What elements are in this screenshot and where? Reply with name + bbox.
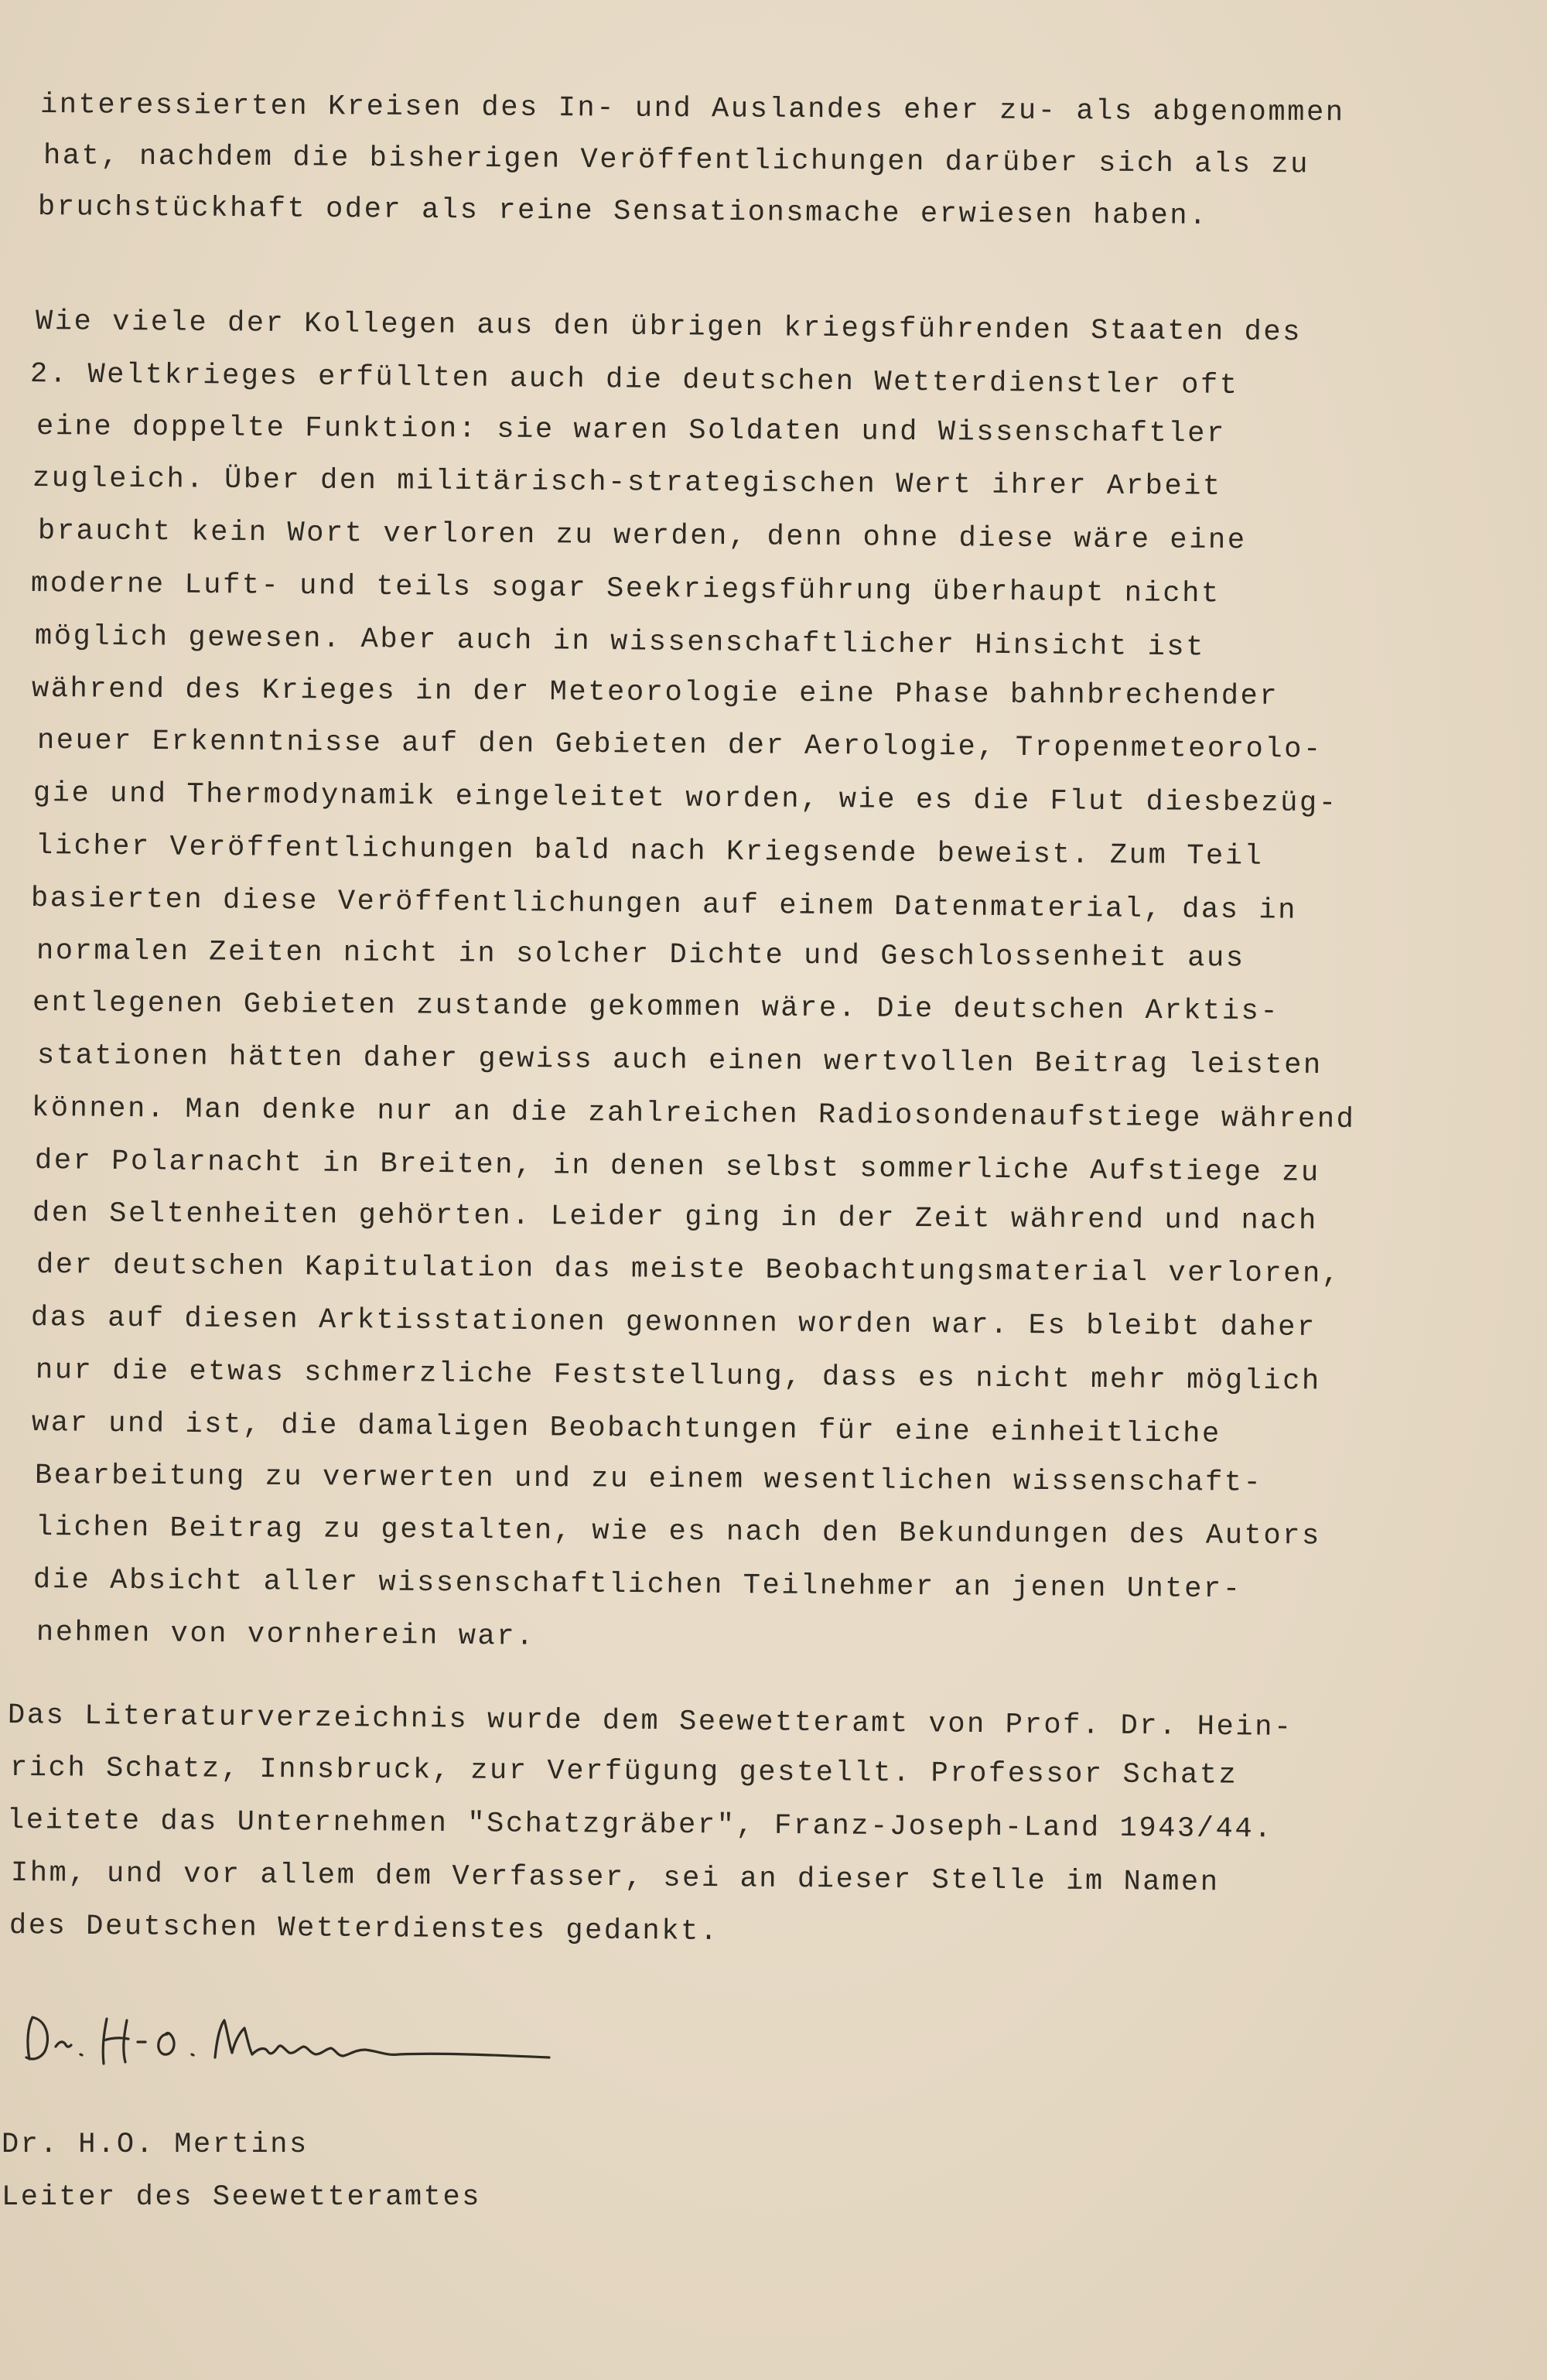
- text-line: stationen hätten daher gewiss auch einen wertvollen Beitrag leisten: [36, 1040, 1323, 1083]
- text-line: moderne Luft- und teils sogar Seekriegsführung überhaupt nicht: [30, 568, 1221, 611]
- text-line: können. Man denke nur an die zahlreichen Radiosondenaufstiege während: [31, 1092, 1356, 1136]
- text-line: der Polarnacht in Breiten, in denen selbst sommerliche Aufstiege zu: [34, 1144, 1320, 1190]
- signatory-title: Leiter des Seewetteramtes: [2, 2181, 482, 2214]
- text-line: das auf diesen Arktisstationen gewonnen worden war. Es bleibt daher: [30, 1302, 1316, 1345]
- text-line: 2. Weltkrieges erfüllten auch die deutschen Wetterdienstler oft: [29, 357, 1239, 402]
- text-line: lichen Beitrag zu gestalten, wie es nach den Bekundungen des Autors: [35, 1511, 1321, 1553]
- text-line: neuer Erkenntnisse auf den Gebieten der Aerologie, Tropenmeteorolo-: [36, 725, 1323, 767]
- text-line: nur die etwas schmerzliche Feststellung, dass es nicht mehr möglich: [35, 1354, 1321, 1398]
- text-line: war und ist, die damaligen Beobachtungen für eine einheitliche: [31, 1406, 1221, 1451]
- text-line: braucht kein Wort verloren zu werden, denn ohne diese wäre eine: [37, 515, 1247, 558]
- text-line: entlegenen Gebieten zustande gekommen wäre. Die deutschen Arktis-: [32, 987, 1280, 1029]
- text-line: licher Veröffentlichungen bald nach Kriegsende beweist. Zum Teil: [35, 830, 1264, 873]
- text-line: normalen Zeiten nicht in solcher Dichte und Geschlossenheit aus: [36, 934, 1245, 975]
- text-line: der deutschen Kapitulation das meiste Beobachtungsmaterial verloren,: [36, 1249, 1341, 1292]
- signatory-name: Dr. H.O. Mertins: [2, 2129, 309, 2161]
- handwritten-signature: [15, 2003, 572, 2073]
- text-line: gie und Thermodynamik eingeleitet worden, wie es die Flut diesbezüg-: [32, 777, 1338, 821]
- text-line: Ihm, und vor allem dem Verfasser, sei an dieser Stelle im Namen: [10, 1857, 1220, 1900]
- text-line: interessierten Kreisen des In- und Auslandes eher zu- als abgenommen: [39, 89, 1345, 130]
- text-line: bruchstückhaft oder als reine Sensationsmache erwiesen haben.: [37, 191, 1209, 233]
- text-line: rich Schatz, Innsbruck, zur Verfügung gestellt. Professor Schatz: [9, 1752, 1238, 1792]
- text-line: Das Literaturverzeichnis wurde dem Seewetteramt von Prof. Dr. Hein-: [7, 1699, 1293, 1744]
- text-line: während des Krieges in der Meteorologie eine Phase bahnbrechender: [31, 672, 1279, 713]
- text-line: nehmen von vornherein war.: [36, 1617, 536, 1654]
- text-line: eine doppelte Funktion: sie waren Soldaten und Wissenschaftler: [36, 410, 1226, 450]
- text-line: leitete das Unternehmen "Schatzgräber", Franz-Joseph-Land 1943/44.: [6, 1805, 1274, 1846]
- text-line: zugleich. Über den militärisch-strategischen Wert ihrer Arbeit: [32, 463, 1222, 504]
- text-line: Wie viele der Kollegen aus den übrigen kriegsführenden Staaten des: [35, 306, 1303, 350]
- text-line: basierten diese Veröffentlichungen auf einem Datenmaterial, das in: [30, 882, 1298, 927]
- text-line: den Seltenheiten gehörten. Leider ging in der Zeit während und nach: [32, 1197, 1318, 1238]
- text-line: des Deutschen Wetterdienstes gedankt.: [9, 1910, 719, 1949]
- text-line: die Absicht aller wissenschaftlichen Teilnehmer an jenen Unter-: [32, 1564, 1242, 1607]
- text-line: hat, nachdem die bisherigen Veröffentlichungen darüber sich als zu: [43, 140, 1310, 182]
- text-line: Bearbeitung zu verwerten und zu einem wesentlichen wissenschaft-: [34, 1459, 1263, 1500]
- text-line: möglich gewesen. Aber auch in wissenschaftlicher Hinsicht ist: [34, 620, 1206, 664]
